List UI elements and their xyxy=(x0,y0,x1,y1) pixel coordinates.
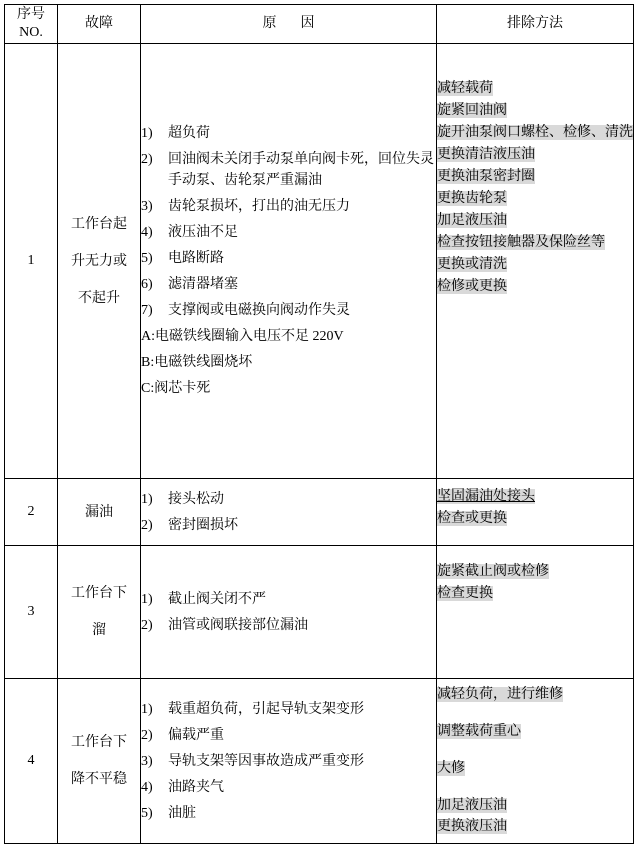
cause-cell xyxy=(141,44,437,479)
row-number: 1 xyxy=(5,44,58,479)
method-line: 更换清洁液压油 xyxy=(437,147,535,162)
table-row xyxy=(5,546,634,679)
fault-cell xyxy=(58,44,141,479)
method-line: 减轻载荷 xyxy=(437,81,493,96)
cause-item: A:电磁铁线圈输入电压不足 220V xyxy=(141,329,344,344)
method-cell xyxy=(437,679,634,844)
cause-item: 4) 油路夹气 xyxy=(141,779,224,795)
table-row xyxy=(5,44,634,479)
cause-item: C:阀芯卡死 xyxy=(141,381,211,396)
method-line: 检查更换 xyxy=(437,586,493,601)
method-line: 更换齿轮泵 xyxy=(437,191,507,206)
header-cause-left: 原 xyxy=(262,16,277,31)
cause-item: 1) 超负荷 xyxy=(141,126,210,141)
fault-line: 漏油 xyxy=(85,504,113,520)
cause-item: 5) 油脏 xyxy=(141,805,196,821)
row-number: 4 xyxy=(5,679,58,844)
method-line: 检修或更换 xyxy=(437,279,507,294)
fault-line: 工作台下 xyxy=(71,586,127,601)
cause-item: 3) 导轨支架等因事故造成严重变形 xyxy=(141,753,364,769)
cause-item: 1) 载重超负荷，引起导轨支架变形 xyxy=(141,701,364,717)
cause-item: 1) 截止阀关闭不严 xyxy=(141,591,266,607)
method-line: 检查或更换 xyxy=(437,511,507,526)
fault-cell xyxy=(58,679,141,844)
fault-line: 工作台起 xyxy=(71,216,127,232)
fault-line: 工作台下 xyxy=(71,735,127,750)
method-line: 加足液压油 xyxy=(437,798,507,813)
cause-item: 2) 油管或阀联接部位漏油 xyxy=(141,617,308,633)
fault-line: 溜 xyxy=(92,623,106,638)
header-method: 排除方法 xyxy=(437,5,634,44)
header-no xyxy=(5,5,58,44)
method-line: 更换油泵密封圈 xyxy=(437,169,535,184)
cause-item: 2) 密封圈损坏 xyxy=(141,517,238,533)
row-number: 3 xyxy=(5,546,58,679)
header-row xyxy=(5,5,634,44)
method-line: 减轻负荷，进行维修 xyxy=(437,687,563,702)
method-line: 旋紧回油阀 xyxy=(437,103,507,118)
cause-item: B:电磁铁线圈烧坏 xyxy=(141,355,253,370)
header-no-line1: 序号 xyxy=(17,7,45,22)
method-line: 大修 xyxy=(437,761,465,776)
troubleshooting-table xyxy=(4,4,634,844)
cause-item: 7) 支撑阀或电磁换向阀动作失灵 xyxy=(141,303,350,318)
cause-item: 2) 回油阀未关闭手动泵单向阀卡死，回位失灵手动泵、齿轮泵严重漏油 xyxy=(141,152,434,188)
method-line: 调整载荷重心 xyxy=(437,724,521,739)
cause-cell xyxy=(141,679,437,844)
fault-line: 降不平稳 xyxy=(71,772,127,787)
cause-item: 5) 电路断路 xyxy=(141,251,224,266)
method-line: 坚固漏油处接头 xyxy=(437,489,535,504)
fault-line: 不起升 xyxy=(78,290,120,306)
table-row xyxy=(5,679,634,844)
fault-cell xyxy=(58,479,141,546)
fault-line: 升无力或 xyxy=(71,253,127,269)
header-fault: 故障 xyxy=(58,5,141,44)
cause-item: 6) 滤清器堵塞 xyxy=(141,277,238,292)
method-cell xyxy=(437,44,634,479)
cause-item: 2) 偏载严重 xyxy=(141,727,224,743)
method-line: 更换液压油 xyxy=(437,819,507,834)
method-line: 加足液压油 xyxy=(437,213,507,228)
method-cell xyxy=(437,546,634,679)
header-cause-right: 因 xyxy=(300,16,315,31)
cause-item: 3) 齿轮泵损坏，打出的油无压力 xyxy=(141,199,350,214)
method-line: 检查按钮接触器及保险丝等 xyxy=(437,235,605,250)
header-no-line2: NO. xyxy=(19,25,43,40)
method-line: 旋紧截止阀或检修 xyxy=(437,564,549,579)
cause-item: 1) 接头松动 xyxy=(141,491,224,507)
table-row xyxy=(5,479,634,546)
cause-item: 4) 液压油不足 xyxy=(141,225,238,240)
method-line: 更换或清洗 xyxy=(437,257,507,272)
row-number: 2 xyxy=(5,479,58,546)
method-line: 旋开油泵阀口螺栓、检修、清洗 xyxy=(437,125,633,140)
cause-cell xyxy=(141,479,437,546)
fault-cell xyxy=(58,546,141,679)
method-cell xyxy=(437,479,634,546)
header-cause xyxy=(141,5,437,44)
cause-cell xyxy=(141,546,437,679)
